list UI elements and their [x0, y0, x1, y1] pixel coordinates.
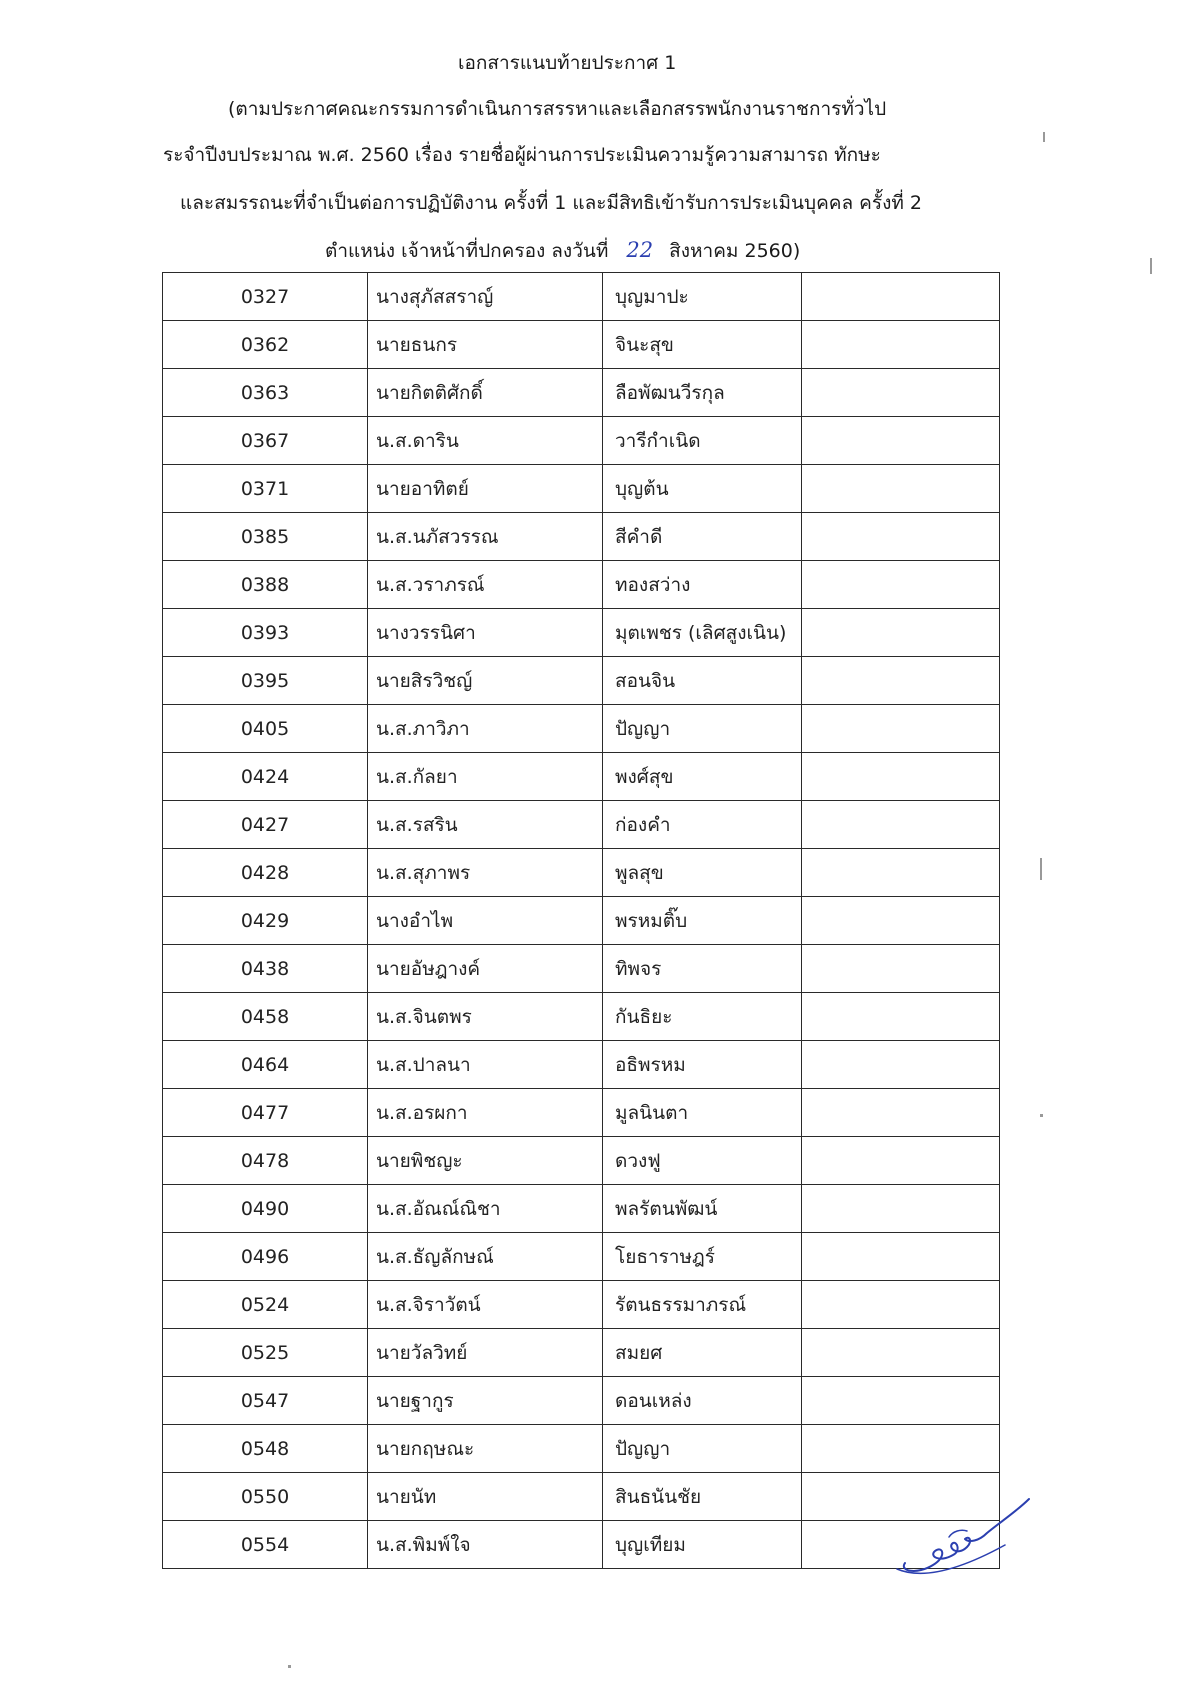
candidate-first-name: น.ส.วราภรณ์	[368, 561, 603, 609]
candidate-id: 0424	[163, 753, 368, 801]
candidate-last-name: วารีกำเนิด	[603, 417, 802, 465]
candidate-first-name: น.ส.ปาลนา	[368, 1041, 603, 1089]
candidate-last-name: ทองสว่าง	[603, 561, 802, 609]
candidate-id: 0428	[163, 849, 368, 897]
candidate-first-name: น.ส.นภัสวรรณ	[368, 513, 603, 561]
candidate-id: 0477	[163, 1089, 368, 1137]
table-row	[163, 609, 1000, 657]
table-row	[163, 1041, 1000, 1089]
table-row	[163, 801, 1000, 849]
remarks-cell	[802, 849, 1000, 897]
remarks-cell	[802, 657, 1000, 705]
candidate-first-name: น.ส.จิราวัตน์	[368, 1281, 603, 1329]
remarks-cell	[802, 1041, 1000, 1089]
candidate-last-name: ทิพจร	[603, 945, 802, 993]
candidate-id: 0327	[163, 273, 368, 321]
candidate-first-name: นางอำไพ	[368, 897, 603, 945]
table-row	[163, 1089, 1000, 1137]
candidate-last-name: ดวงฟู	[603, 1137, 802, 1185]
candidate-last-name: สมยศ	[603, 1329, 802, 1377]
candidate-last-name: มุตเพชร (เลิศสูงเนิน)	[603, 609, 802, 657]
candidate-id: 0525	[163, 1329, 368, 1377]
candidate-last-name: บุญมาปะ	[603, 273, 802, 321]
candidate-last-name: สีคำดี	[603, 513, 802, 561]
candidate-first-name: นายกฤษณะ	[368, 1425, 603, 1473]
table-row	[163, 1425, 1000, 1473]
table-row	[163, 465, 1000, 513]
remarks-cell	[802, 1377, 1000, 1425]
remarks-cell	[802, 609, 1000, 657]
candidate-id: 0548	[163, 1425, 368, 1473]
table-row	[163, 1473, 1000, 1521]
table-row	[163, 1329, 1000, 1377]
candidate-id: 0554	[163, 1521, 368, 1569]
candidate-last-name: มูลนินตา	[603, 1089, 802, 1137]
candidate-id: 0429	[163, 897, 368, 945]
remarks-cell	[802, 321, 1000, 369]
table-row	[163, 1185, 1000, 1233]
remarks-cell	[802, 801, 1000, 849]
candidate-id: 0547	[163, 1377, 368, 1425]
candidate-id: 0464	[163, 1041, 368, 1089]
candidate-last-name: ปัญญา	[603, 705, 802, 753]
candidate-last-name: พูลสุข	[603, 849, 802, 897]
table-row	[163, 561, 1000, 609]
candidate-first-name: น.ส.พิมพ์ใจ	[368, 1521, 603, 1569]
candidate-last-name: จินะสุข	[603, 321, 802, 369]
candidate-id: 0524	[163, 1281, 368, 1329]
candidate-first-name: นายฐากูร	[368, 1377, 603, 1425]
scan-speck	[1150, 258, 1152, 274]
candidate-last-name: ลือพัฒนวีรกุล	[603, 369, 802, 417]
header-line-2: (ตามประกาศคณะกรรมการดำเนินการสรรหาและเลือกสรรพนักงานราชการทั่วไป	[228, 98, 887, 120]
remarks-cell	[802, 993, 1000, 1041]
candidate-last-name: พรหมติ๊บ	[603, 897, 802, 945]
candidate-last-name: อธิพรหม	[603, 1041, 802, 1089]
table-row	[163, 321, 1000, 369]
remarks-cell	[802, 1425, 1000, 1473]
candidate-first-name: น.ส.อรผกา	[368, 1089, 603, 1137]
candidate-table	[162, 272, 1000, 1569]
candidate-id: 0490	[163, 1185, 368, 1233]
candidate-last-name: สินธนันชัย	[603, 1473, 802, 1521]
candidate-last-name: กันธิยะ	[603, 993, 802, 1041]
candidate-id: 0393	[163, 609, 368, 657]
remarks-cell	[802, 705, 1000, 753]
candidate-first-name: นางวรรนิศา	[368, 609, 603, 657]
remarks-cell	[802, 1329, 1000, 1377]
table-row	[163, 1521, 1000, 1569]
candidate-last-name: พลรัตนพัฒน์	[603, 1185, 802, 1233]
candidate-last-name: โยธาราษฎร์	[603, 1233, 802, 1281]
table-row	[163, 1281, 1000, 1329]
candidate-first-name: น.ส.ดาริน	[368, 417, 603, 465]
remarks-cell	[802, 1137, 1000, 1185]
candidate-last-name: รัตนธรรมาภรณ์	[603, 1281, 802, 1329]
remarks-cell	[802, 417, 1000, 465]
header-line-4: และสมรรถนะที่จำเป็นต่อการปฏิบัติงาน ครั้งที่ 1 และมีสิทธิเข้ารับการประเมินบุคคล ครั้งที่ 2	[180, 192, 923, 214]
remarks-cell	[802, 753, 1000, 801]
candidate-first-name: น.ส.ธัญลักษณ์	[368, 1233, 603, 1281]
candidate-id: 0438	[163, 945, 368, 993]
candidate-id: 0385	[163, 513, 368, 561]
header-line-5	[325, 237, 800, 264]
table-row	[163, 417, 1000, 465]
candidate-last-name: บุญเทียม	[603, 1521, 802, 1569]
candidate-last-name: บุญต้น	[603, 465, 802, 513]
remarks-cell	[802, 1233, 1000, 1281]
candidate-last-name: ดอนเหล่ง	[603, 1377, 802, 1425]
candidate-first-name: นายพิชญะ	[368, 1137, 603, 1185]
candidate-first-name: นายวัลวิทย์	[368, 1329, 603, 1377]
candidate-first-name: นายกิตติศักดิ์	[368, 369, 603, 417]
candidate-id: 0362	[163, 321, 368, 369]
candidate-last-name: พงศ์สุข	[603, 753, 802, 801]
scan-speck	[1040, 1114, 1043, 1117]
candidate-id: 0458	[163, 993, 368, 1041]
candidate-table-body	[163, 273, 1000, 1569]
candidate-first-name: น.ส.สุภาพร	[368, 849, 603, 897]
remarks-cell	[802, 369, 1000, 417]
handwritten-day: 22	[626, 238, 654, 262]
header-line-3: ระจำปีงบประมาณ พ.ศ. 2560 เรื่อง รายชื่อผู้ผ่านการประเมินความรู้ความสามารถ ทักษะ	[163, 144, 881, 166]
candidate-first-name: นางสุภัสสราญ์	[368, 273, 603, 321]
candidate-id: 0427	[163, 801, 368, 849]
candidate-first-name: น.ส.ภาวิภา	[368, 705, 603, 753]
candidate-id: 0550	[163, 1473, 368, 1521]
header-date-suffix: สิงหาคม 2560)	[669, 240, 801, 262]
candidate-id: 0405	[163, 705, 368, 753]
header-title: เอกสารแนบท้ายประกาศ 1	[458, 52, 677, 74]
remarks-cell	[802, 273, 1000, 321]
scan-speck	[1043, 132, 1045, 142]
remarks-cell	[802, 561, 1000, 609]
candidate-id: 0395	[163, 657, 368, 705]
candidate-id: 0478	[163, 1137, 368, 1185]
remarks-cell	[802, 945, 1000, 993]
candidate-id: 0496	[163, 1233, 368, 1281]
candidate-last-name: สอนจิน	[603, 657, 802, 705]
candidate-last-name: ปัญญา	[603, 1425, 802, 1473]
table-row	[163, 705, 1000, 753]
candidate-first-name: น.ส.อัณณ์ณิชา	[368, 1185, 603, 1233]
candidate-first-name: นายสิรวิชญ์	[368, 657, 603, 705]
remarks-cell	[802, 465, 1000, 513]
candidate-first-name: นายอาทิตย์	[368, 465, 603, 513]
candidate-id: 0371	[163, 465, 368, 513]
remarks-cell	[802, 1185, 1000, 1233]
table-row	[163, 945, 1000, 993]
table-row	[163, 513, 1000, 561]
table-row	[163, 1233, 1000, 1281]
table-row	[163, 657, 1000, 705]
table-row	[163, 849, 1000, 897]
candidate-first-name: น.ส.รสริน	[368, 801, 603, 849]
candidate-first-name: น.ส.กัลยา	[368, 753, 603, 801]
table-row	[163, 993, 1000, 1041]
header-position-date-prefix: ตำแหน่ง เจ้าหน้าที่ปกครอง ลงวันที่	[325, 240, 609, 262]
candidate-first-name: นายธนกร	[368, 321, 603, 369]
remarks-cell	[802, 1281, 1000, 1329]
table-row	[163, 753, 1000, 801]
candidate-last-name: ก่องคำ	[603, 801, 802, 849]
table-row	[163, 369, 1000, 417]
candidate-id: 0388	[163, 561, 368, 609]
candidate-first-name: นายอัษฎางค์	[368, 945, 603, 993]
remarks-cell	[802, 513, 1000, 561]
table-row	[163, 1137, 1000, 1185]
table-row	[163, 897, 1000, 945]
candidate-first-name: นายนัท	[368, 1473, 603, 1521]
scan-speck	[1040, 858, 1042, 880]
candidate-id: 0367	[163, 417, 368, 465]
table-row	[163, 273, 1000, 321]
candidate-first-name: น.ส.จินตพร	[368, 993, 603, 1041]
remarks-cell	[802, 1089, 1000, 1137]
table-row	[163, 1377, 1000, 1425]
remarks-cell	[802, 897, 1000, 945]
signature	[895, 1485, 1035, 1580]
candidate-id: 0363	[163, 369, 368, 417]
scan-speck	[288, 1665, 291, 1668]
